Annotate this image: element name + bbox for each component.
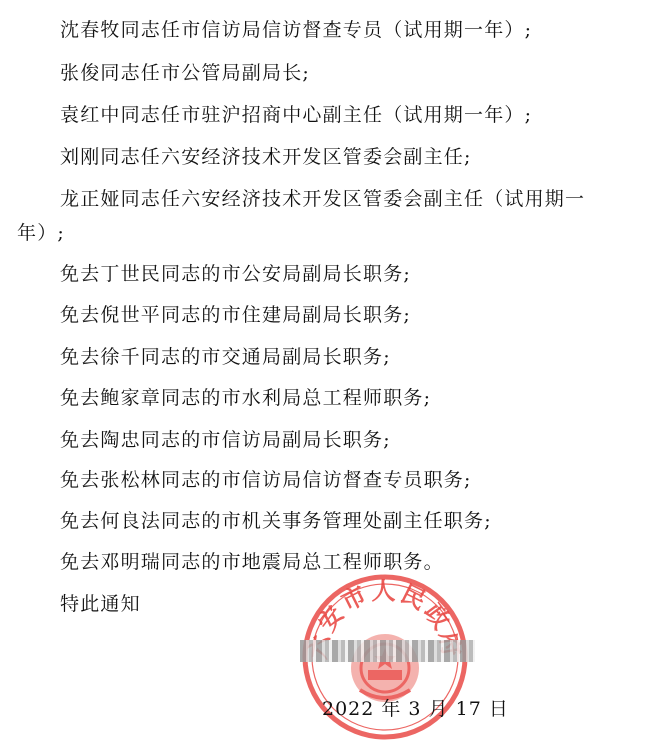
dismissal-line: 免去丁世民同志的市公安局副局长职务; (60, 263, 412, 285)
document-date: 2022 年 3 月 17 日 (322, 698, 509, 720)
dismissal-line: 免去陶忠同志的市信访局副局长职务; (60, 429, 391, 451)
dismissal-line: 免去邓明瑞同志的市地震局总工程师职务。 (60, 551, 444, 573)
appointment-line: 龙正娅同志任六安经济技术开发区管委会副主任（试用期一 (60, 188, 586, 210)
appointment-line: 袁红中同志任市驻沪招商中心副主任（试用期一年）; (60, 104, 533, 126)
dismissal-line: 免去张松林同志的市信访局信访督查专员职务; (60, 469, 472, 491)
appointment-line: 沈春牧同志任市信访局信访督查专员（试用期一年）; (60, 19, 533, 41)
dismissal-line: 免去徐千同志的市交通局副局长职务; (60, 346, 391, 368)
appointment-line: 张俊同志任市公管局副局长; (60, 62, 311, 84)
appointment-line-continuation: 年）; (17, 222, 66, 244)
appointment-line: 刘刚同志任六安经济技术开发区管委会副主任; (60, 146, 472, 168)
redaction-band (300, 640, 475, 662)
dismissal-line: 免去倪世平同志的市住建局副局长职务; (60, 304, 412, 326)
dismissal-line: 免去何良法同志的市机关事务管理处副主任职务; (60, 510, 492, 532)
dismissal-line: 免去鲍家章同志的市水利局总工程师职务; (60, 387, 432, 409)
closing-text: 特此通知 (60, 593, 141, 615)
seal-text: 安市人民政 (311, 576, 459, 637)
